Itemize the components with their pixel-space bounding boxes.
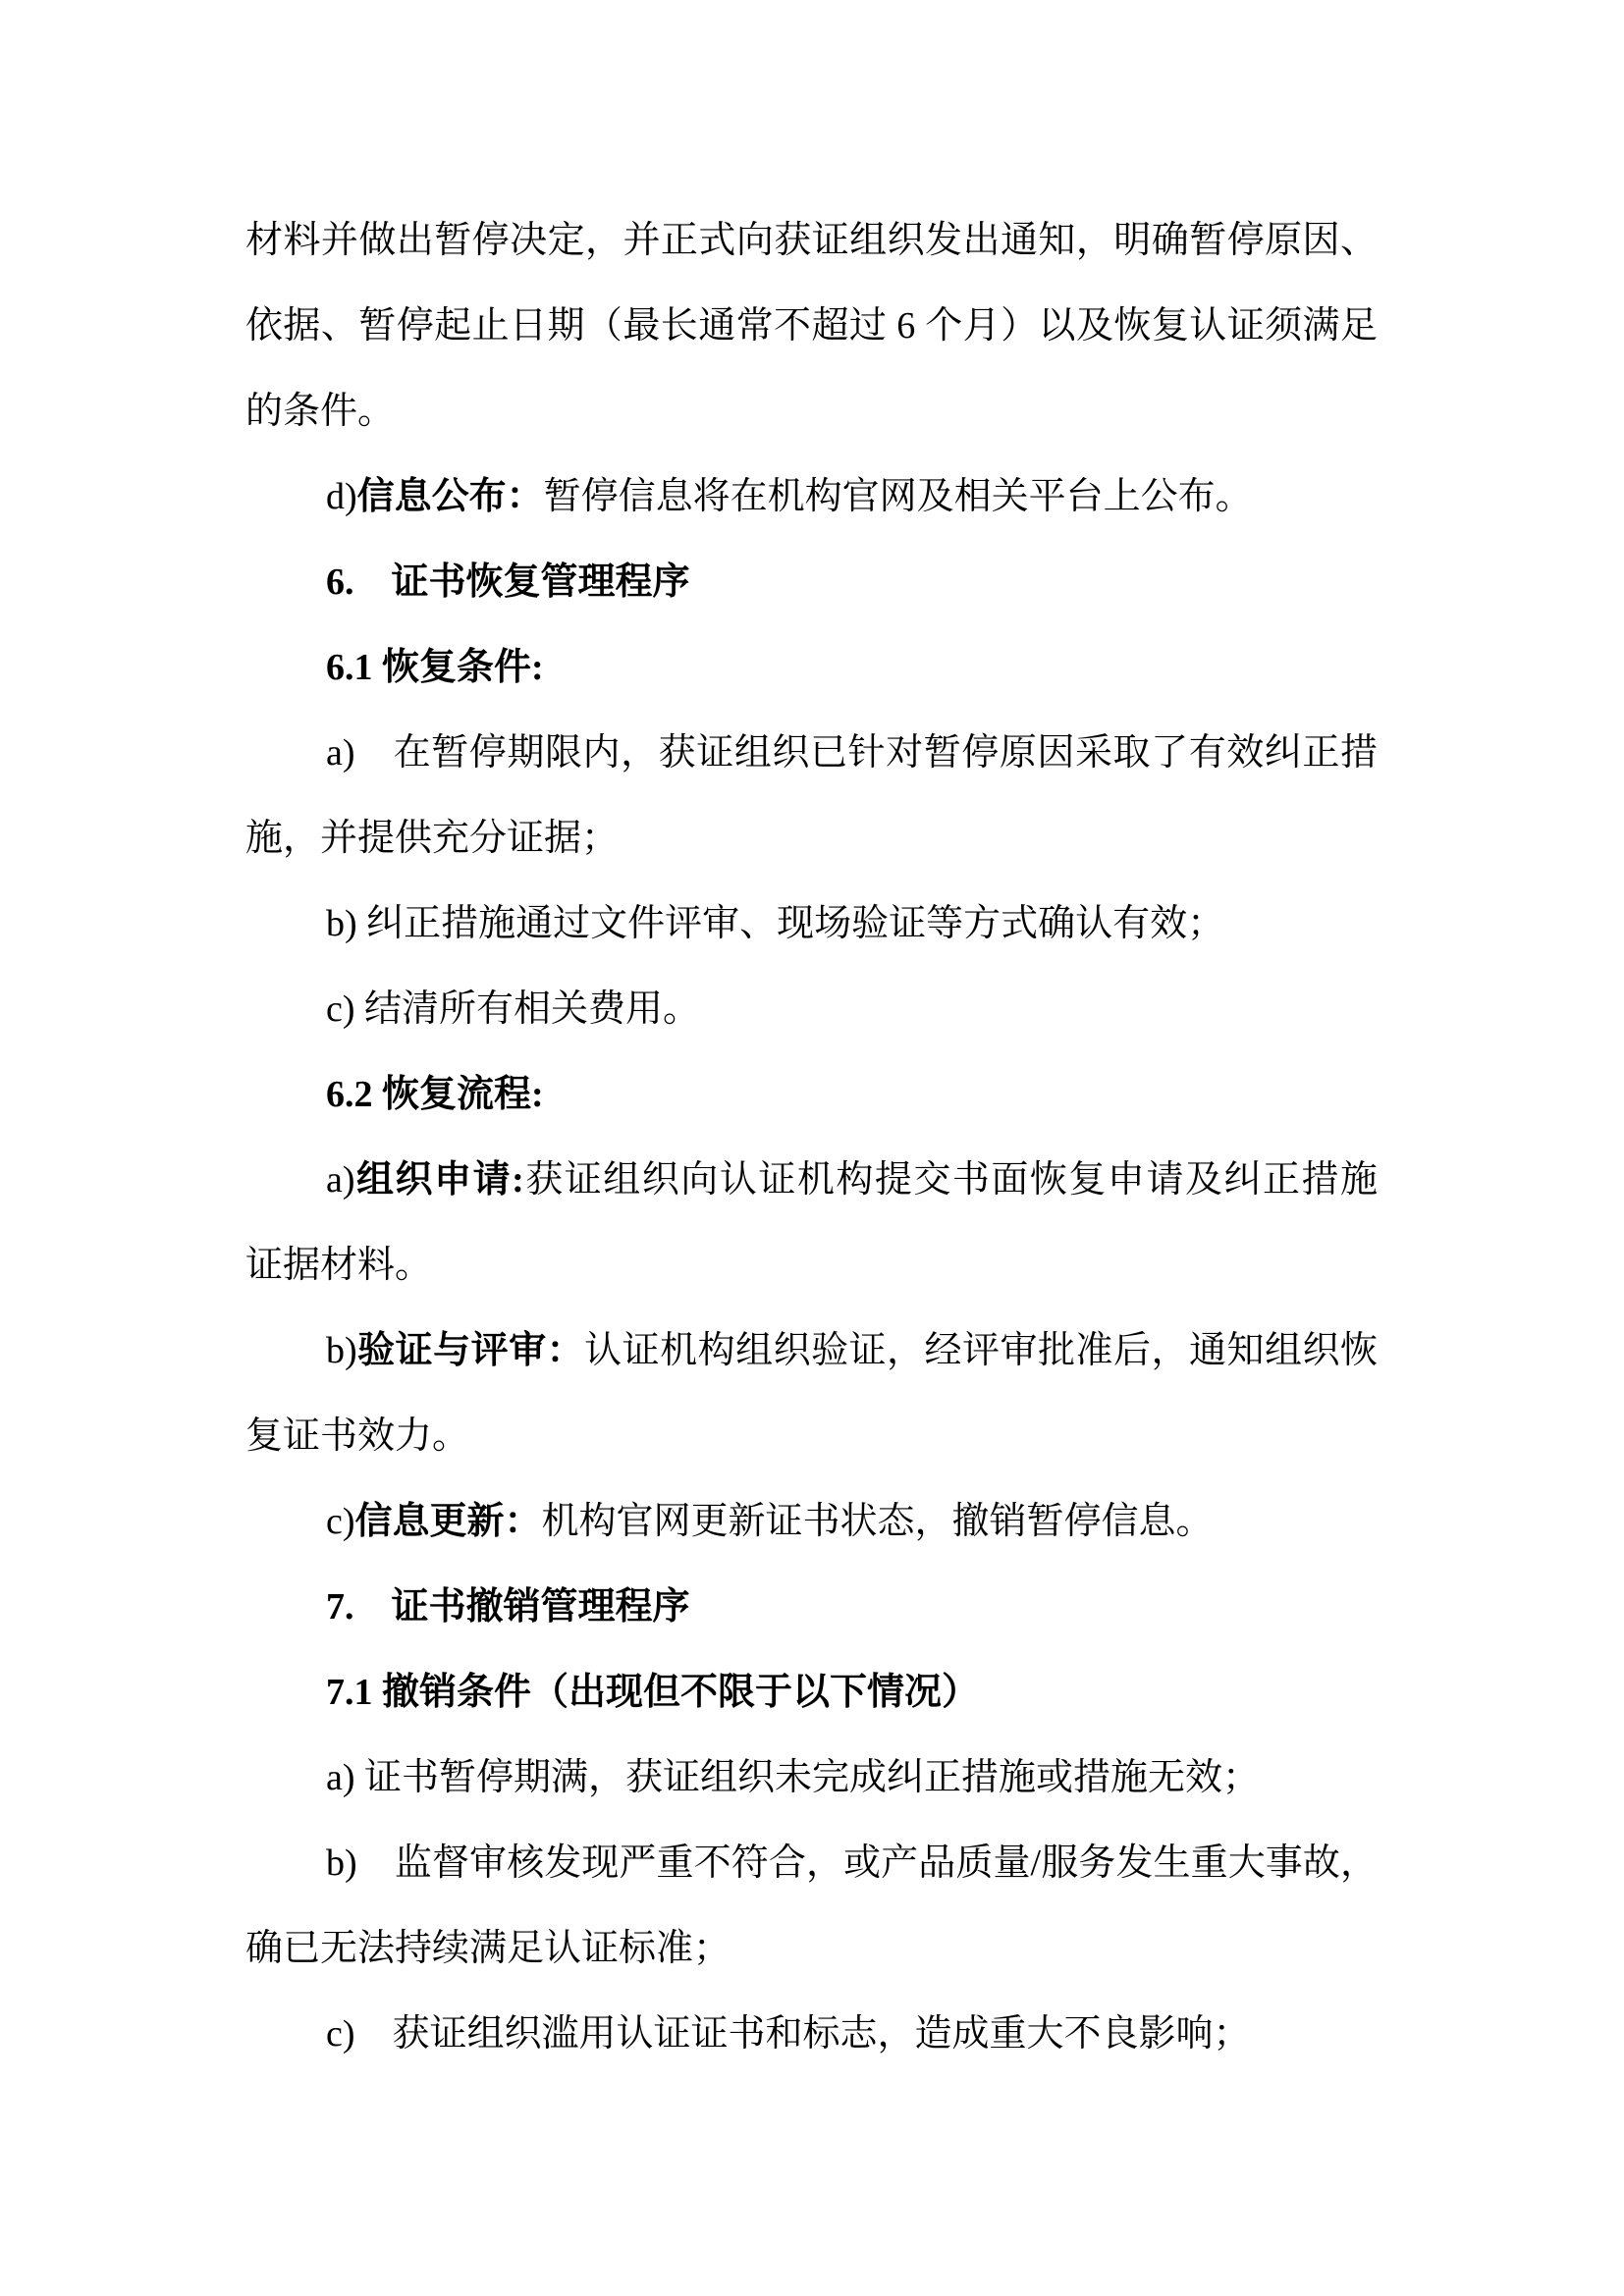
bold-text-segment: 组织申请: xyxy=(354,1159,524,1201)
text-segment: c) xyxy=(326,1501,355,1542)
text-line xyxy=(245,1735,1378,1821)
text-segment: c) 获证组织滥用认证证书和标志，造成重大不良影响； xyxy=(326,2013,1251,2055)
text-line xyxy=(245,1223,1378,1308)
text-line xyxy=(245,198,1378,284)
text-line xyxy=(245,454,1378,540)
text-segment: 材料并做出暂停决定，并正式向获证组织发出通知，明确暂停原因、 xyxy=(245,220,1378,261)
text-line xyxy=(245,284,1378,369)
document-body xyxy=(245,198,1378,2077)
bold-text-segment: 6.1 恢复条件: xyxy=(326,647,544,688)
text-segment: 证据材料。 xyxy=(245,1245,433,1286)
text-segment: a) xyxy=(326,1159,355,1201)
text-line xyxy=(245,625,1378,711)
text-line xyxy=(245,796,1378,881)
text-segment: 认证机构组织验证，经评审批准后，通知组织恢 xyxy=(584,1330,1378,1371)
text-line xyxy=(245,1906,1378,1992)
text-line xyxy=(245,1308,1378,1394)
bold-text-segment: 6. 证书恢复管理程序 xyxy=(326,561,690,603)
text-line xyxy=(245,711,1378,796)
bold-text-segment: 7. 证书撤销管理程序 xyxy=(326,1586,690,1628)
text-segment: 获证组织向认证机构提交书面恢复申请及纠正措施 xyxy=(523,1159,1378,1201)
text-line xyxy=(245,540,1378,625)
text-line xyxy=(245,1394,1378,1479)
text-line xyxy=(245,1052,1378,1138)
text-segment: d) xyxy=(326,476,357,517)
text-segment: 机构官网更新证书状态，撤销暂停信息。 xyxy=(541,1501,1214,1542)
text-line xyxy=(245,967,1378,1052)
text-line xyxy=(245,881,1378,967)
bold-text-segment: 6.2 恢复流程: xyxy=(326,1074,544,1115)
text-segment: 暂停信息将在机构官网及相关平台上公布。 xyxy=(543,476,1253,517)
text-segment: 施，并提供充分证据； xyxy=(245,818,620,859)
text-segment: b) xyxy=(326,1330,357,1371)
text-segment: 依据、暂停起止日期（最长通常不超过 6 个月）以及恢复认证须满足 xyxy=(245,305,1378,347)
text-line xyxy=(245,1650,1378,1735)
bold-text-segment: 信息更新： xyxy=(354,1501,542,1542)
text-line xyxy=(245,369,1378,454)
text-segment: 复证书效力。 xyxy=(245,1415,470,1457)
bold-text-segment: 验证与评审： xyxy=(356,1330,585,1371)
text-line xyxy=(245,1821,1378,1906)
bold-text-segment: 信息公布： xyxy=(356,476,544,517)
text-line xyxy=(245,1138,1378,1223)
text-line xyxy=(245,1479,1378,1565)
bold-text-segment: 7.1 撤销条件（出现但不限于以下情况） xyxy=(326,1672,980,1713)
text-segment: 确已无法持续满足认证标准； xyxy=(245,1928,731,1969)
text-segment: a) 在暂停期限内，获证组织已针对暂停原因采取了有效纠正措 xyxy=(326,732,1378,774)
text-segment: b) 监督审核发现严重不符合，或产品质量/服务发生重大事故， xyxy=(326,1842,1378,1884)
text-line xyxy=(245,1565,1378,1650)
text-line xyxy=(245,1992,1378,2077)
text-segment: 的条件。 xyxy=(245,391,396,432)
text-segment: c) 结清所有相关费用。 xyxy=(326,988,701,1030)
text-segment: b) 纠正措施通过文件评审、现场验证等方式确认有效； xyxy=(326,903,1225,944)
text-segment: a) 证书暂停期满，获证组织未完成纠正措施或措施无效； xyxy=(326,1757,1261,1798)
